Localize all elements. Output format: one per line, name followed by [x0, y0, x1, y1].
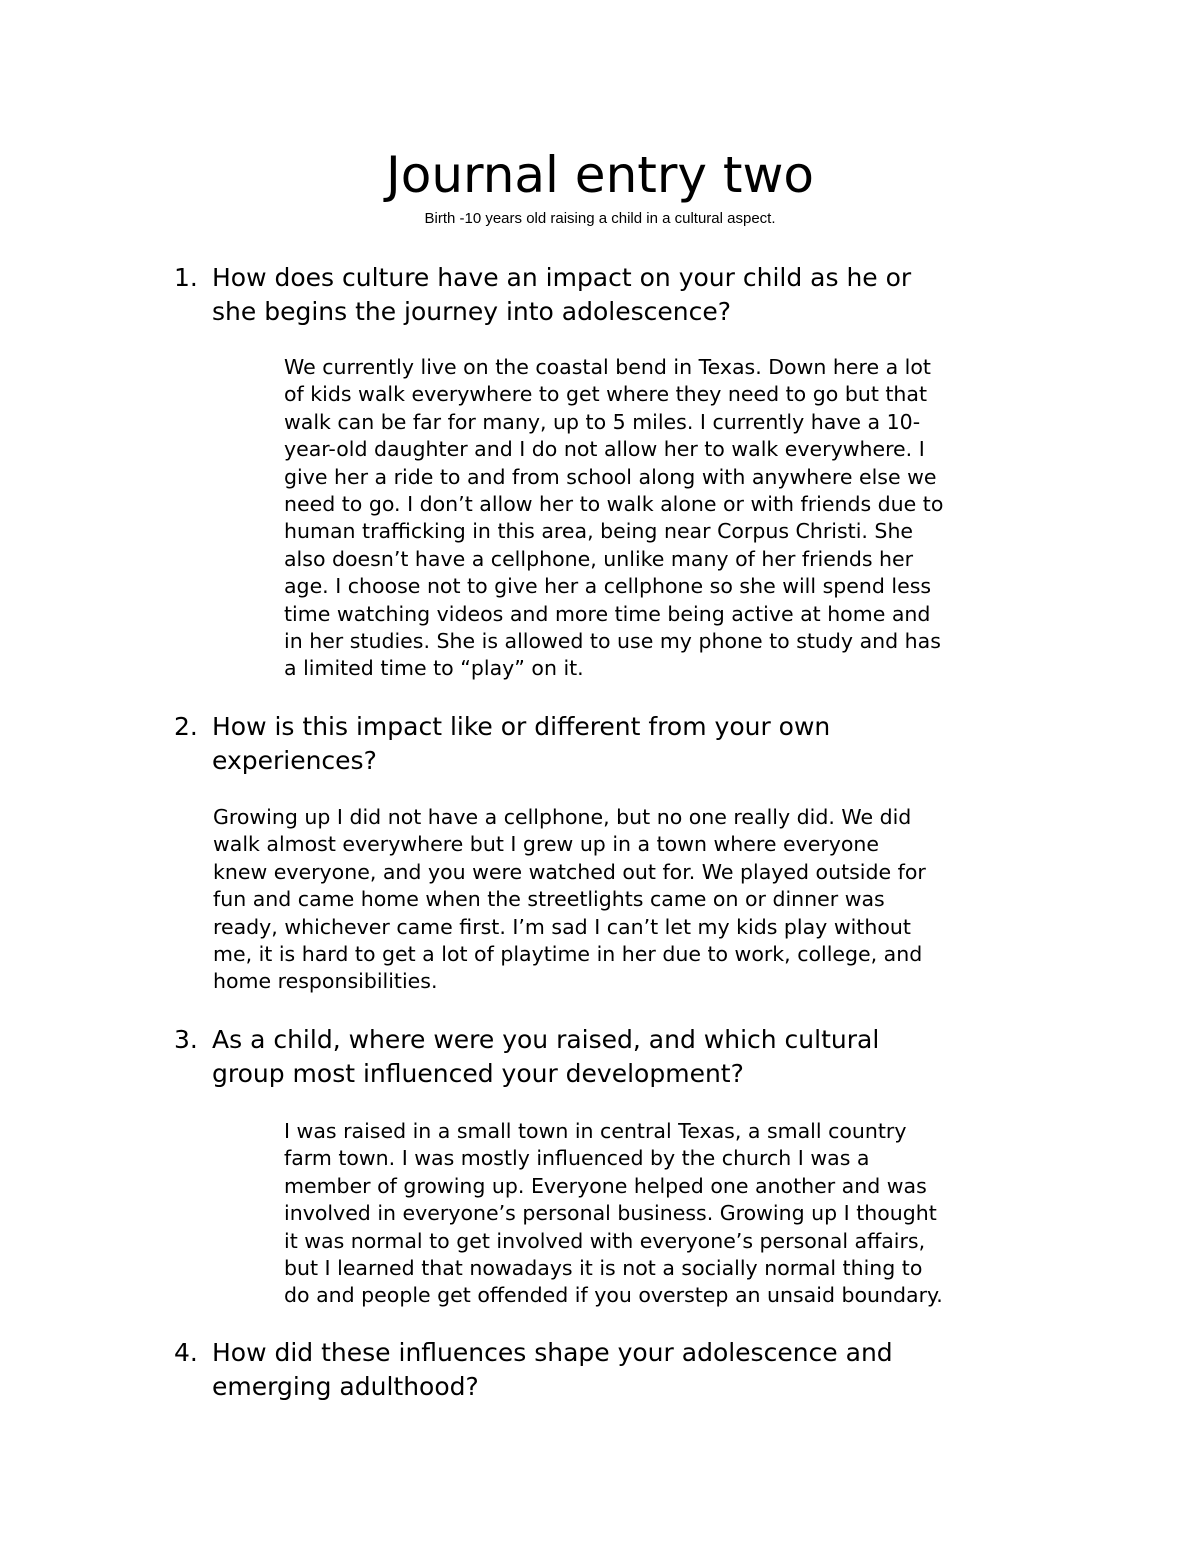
answer-1 — [284, 354, 943, 683]
answer-line: ready, whichever came first. I’m sad I can’t let my kids play without — [213, 914, 911, 939]
answer-line: fun and came home when the streetlights came on or dinner was — [213, 887, 885, 912]
question-line: How did these influences shape your adolescence and — [212, 1338, 893, 1367]
answer-line: me, it is hard to get a lot of playtime in her due to work, college, and — [213, 941, 923, 966]
answer-line: do and people get offended if you overstep an unsaid boundary. — [284, 1283, 943, 1308]
question-number: 1. — [174, 263, 198, 292]
answer-line: We currently live on the coastal bend in Texas. Down here a lot — [284, 355, 931, 379]
document-title: Journal entry two — [385, 146, 814, 204]
answer-2 — [213, 804, 926, 996]
answer-line: of kids walk everywhere to get where they need to go but that — [284, 382, 928, 407]
answer-line: give her a ride to and from school along with anywhere else we — [284, 464, 937, 489]
answer-line: walk almost everywhere but I grew up in a town where everyone — [213, 832, 880, 857]
answer-line: farm town. I was mostly influenced by the church I was a — [284, 1146, 870, 1171]
question-number: 3. — [174, 1025, 198, 1054]
question-line: How is this impact like or different from your own — [212, 712, 831, 741]
question-line: group most influenced your development? — [212, 1059, 744, 1088]
answer-line: human trafficking in this area, being near Corpus Christi. She — [284, 519, 914, 544]
answer-line: time watching videos and more time being active at home and — [284, 601, 931, 626]
answer-line: I was raised in a small town in central Texas, a small country — [284, 1119, 907, 1143]
question-text — [212, 1336, 1072, 1404]
answer-line: knew everyone, and you were watched out for. We played outside for — [213, 859, 926, 884]
question-text — [212, 710, 1072, 778]
question-line: experiences? — [212, 746, 377, 775]
question-line: How does culture have an impact on your child as he or — [212, 263, 912, 292]
question-line: As a child, where were you raised, and which cultural — [212, 1025, 880, 1054]
answer-line: it was normal to get involved with everyone’s personal affairs, — [284, 1228, 926, 1253]
question-text — [212, 1023, 1072, 1091]
answer-line: Growing up I did not have a cellphone, but no one really did. We did — [213, 805, 912, 829]
answer-line: in her studies. She is allowed to use my phone to study and has — [284, 628, 941, 653]
answer-line: age. I choose not to give her a cellphone so she will spend less — [284, 574, 932, 599]
question-number: 4. — [174, 1338, 198, 1367]
answer-line: need to go. I don’t allow her to walk alone or with friends due to — [284, 491, 944, 516]
answer-line: involved in everyone’s personal business. Growing up I thought — [284, 1201, 937, 1226]
question-text — [212, 261, 1072, 329]
answer-line: home responsibilities. — [213, 969, 438, 994]
answer-3 — [284, 1118, 943, 1310]
answer-line: walk can be far for many, up to 5 miles. I currently have a 10- — [284, 409, 921, 434]
document-subtitle: Birth -10 years old raising a child in a cultural aspect. — [424, 210, 776, 227]
answer-line: also doesn’t have a cellphone, unlike many of her friends her — [284, 546, 914, 571]
question-line: emerging adulthood? — [212, 1372, 479, 1401]
question-number: 2. — [174, 712, 198, 741]
answer-line: a limited time to “play” on it. — [284, 656, 584, 681]
answer-line: but I learned that nowadays it is not a socially normal thing to — [284, 1255, 923, 1280]
answer-line: year-old daughter and I do not allow her to walk everywhere. I — [284, 437, 925, 462]
question-line: she begins the journey into adolescence? — [212, 297, 731, 326]
answer-line: member of growing up. Everyone helped one another and was — [284, 1173, 927, 1198]
